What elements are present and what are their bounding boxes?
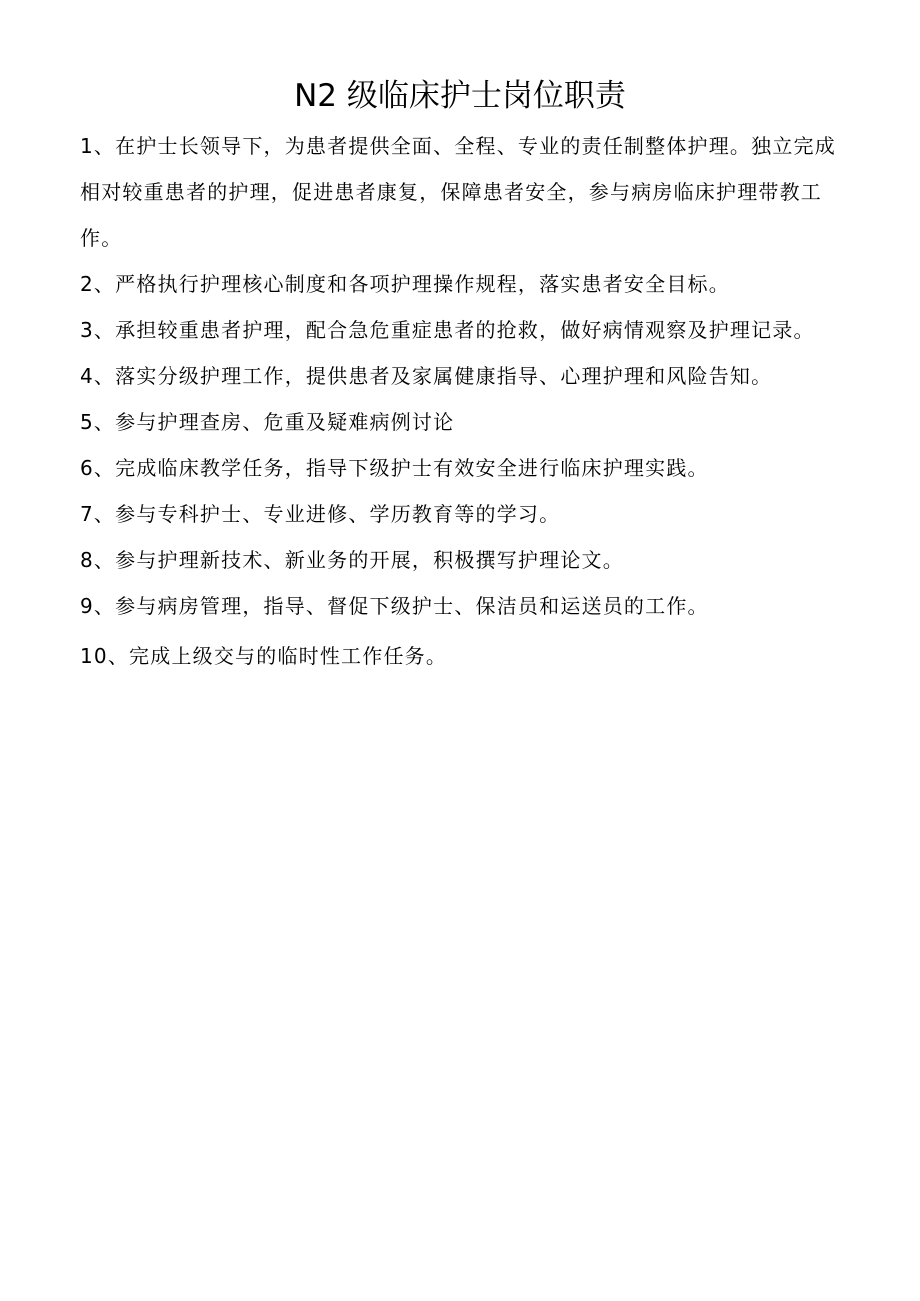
duty-item-5: 5、参与护理查房、危重及疑难病例讨论 — [80, 410, 455, 434]
duty-item-3: 3、承担较重患者护理，配合急危重症患者的抢救，做好病情观察及护理记录。 — [80, 318, 815, 342]
duty-item-4: 4、落实分级护理工作，提供患者及家属健康指导、心理护理和风险告知。 — [80, 364, 773, 388]
duty-item-6: 6、完成临床教学任务，指导下级护士有效安全进行临床护理实践。 — [80, 456, 709, 480]
duty-item-9: 9、参与病房管理，指导、督促下级护士、保洁员和运送员的工作。 — [80, 594, 709, 618]
document-title: N2 级临床护士岗位职责 — [294, 78, 626, 114]
duty-list — [80, 123, 840, 679]
duty-item-1: 1、在护士长领导下，为患者提供全面、全程、专业的责任制整体护理。独立完成相对较重患者的护理，促进患者康复，保障患者安全，参与病房临床护理带教工作。 — [80, 134, 836, 250]
duty-item-8: 8、参与护理新技术、新业务的开展，积极撰写护理论文。 — [80, 548, 624, 572]
duty-item-10: 10、完成上级交与的临时性工作任务。 — [80, 644, 448, 668]
duty-item-7: 7、参与专科护士、专业进修、学历教育等的学习。 — [80, 502, 561, 526]
duty-item-2: 2、严格执行护理核心制度和各项护理操作规程，落实患者安全目标。 — [80, 272, 730, 296]
